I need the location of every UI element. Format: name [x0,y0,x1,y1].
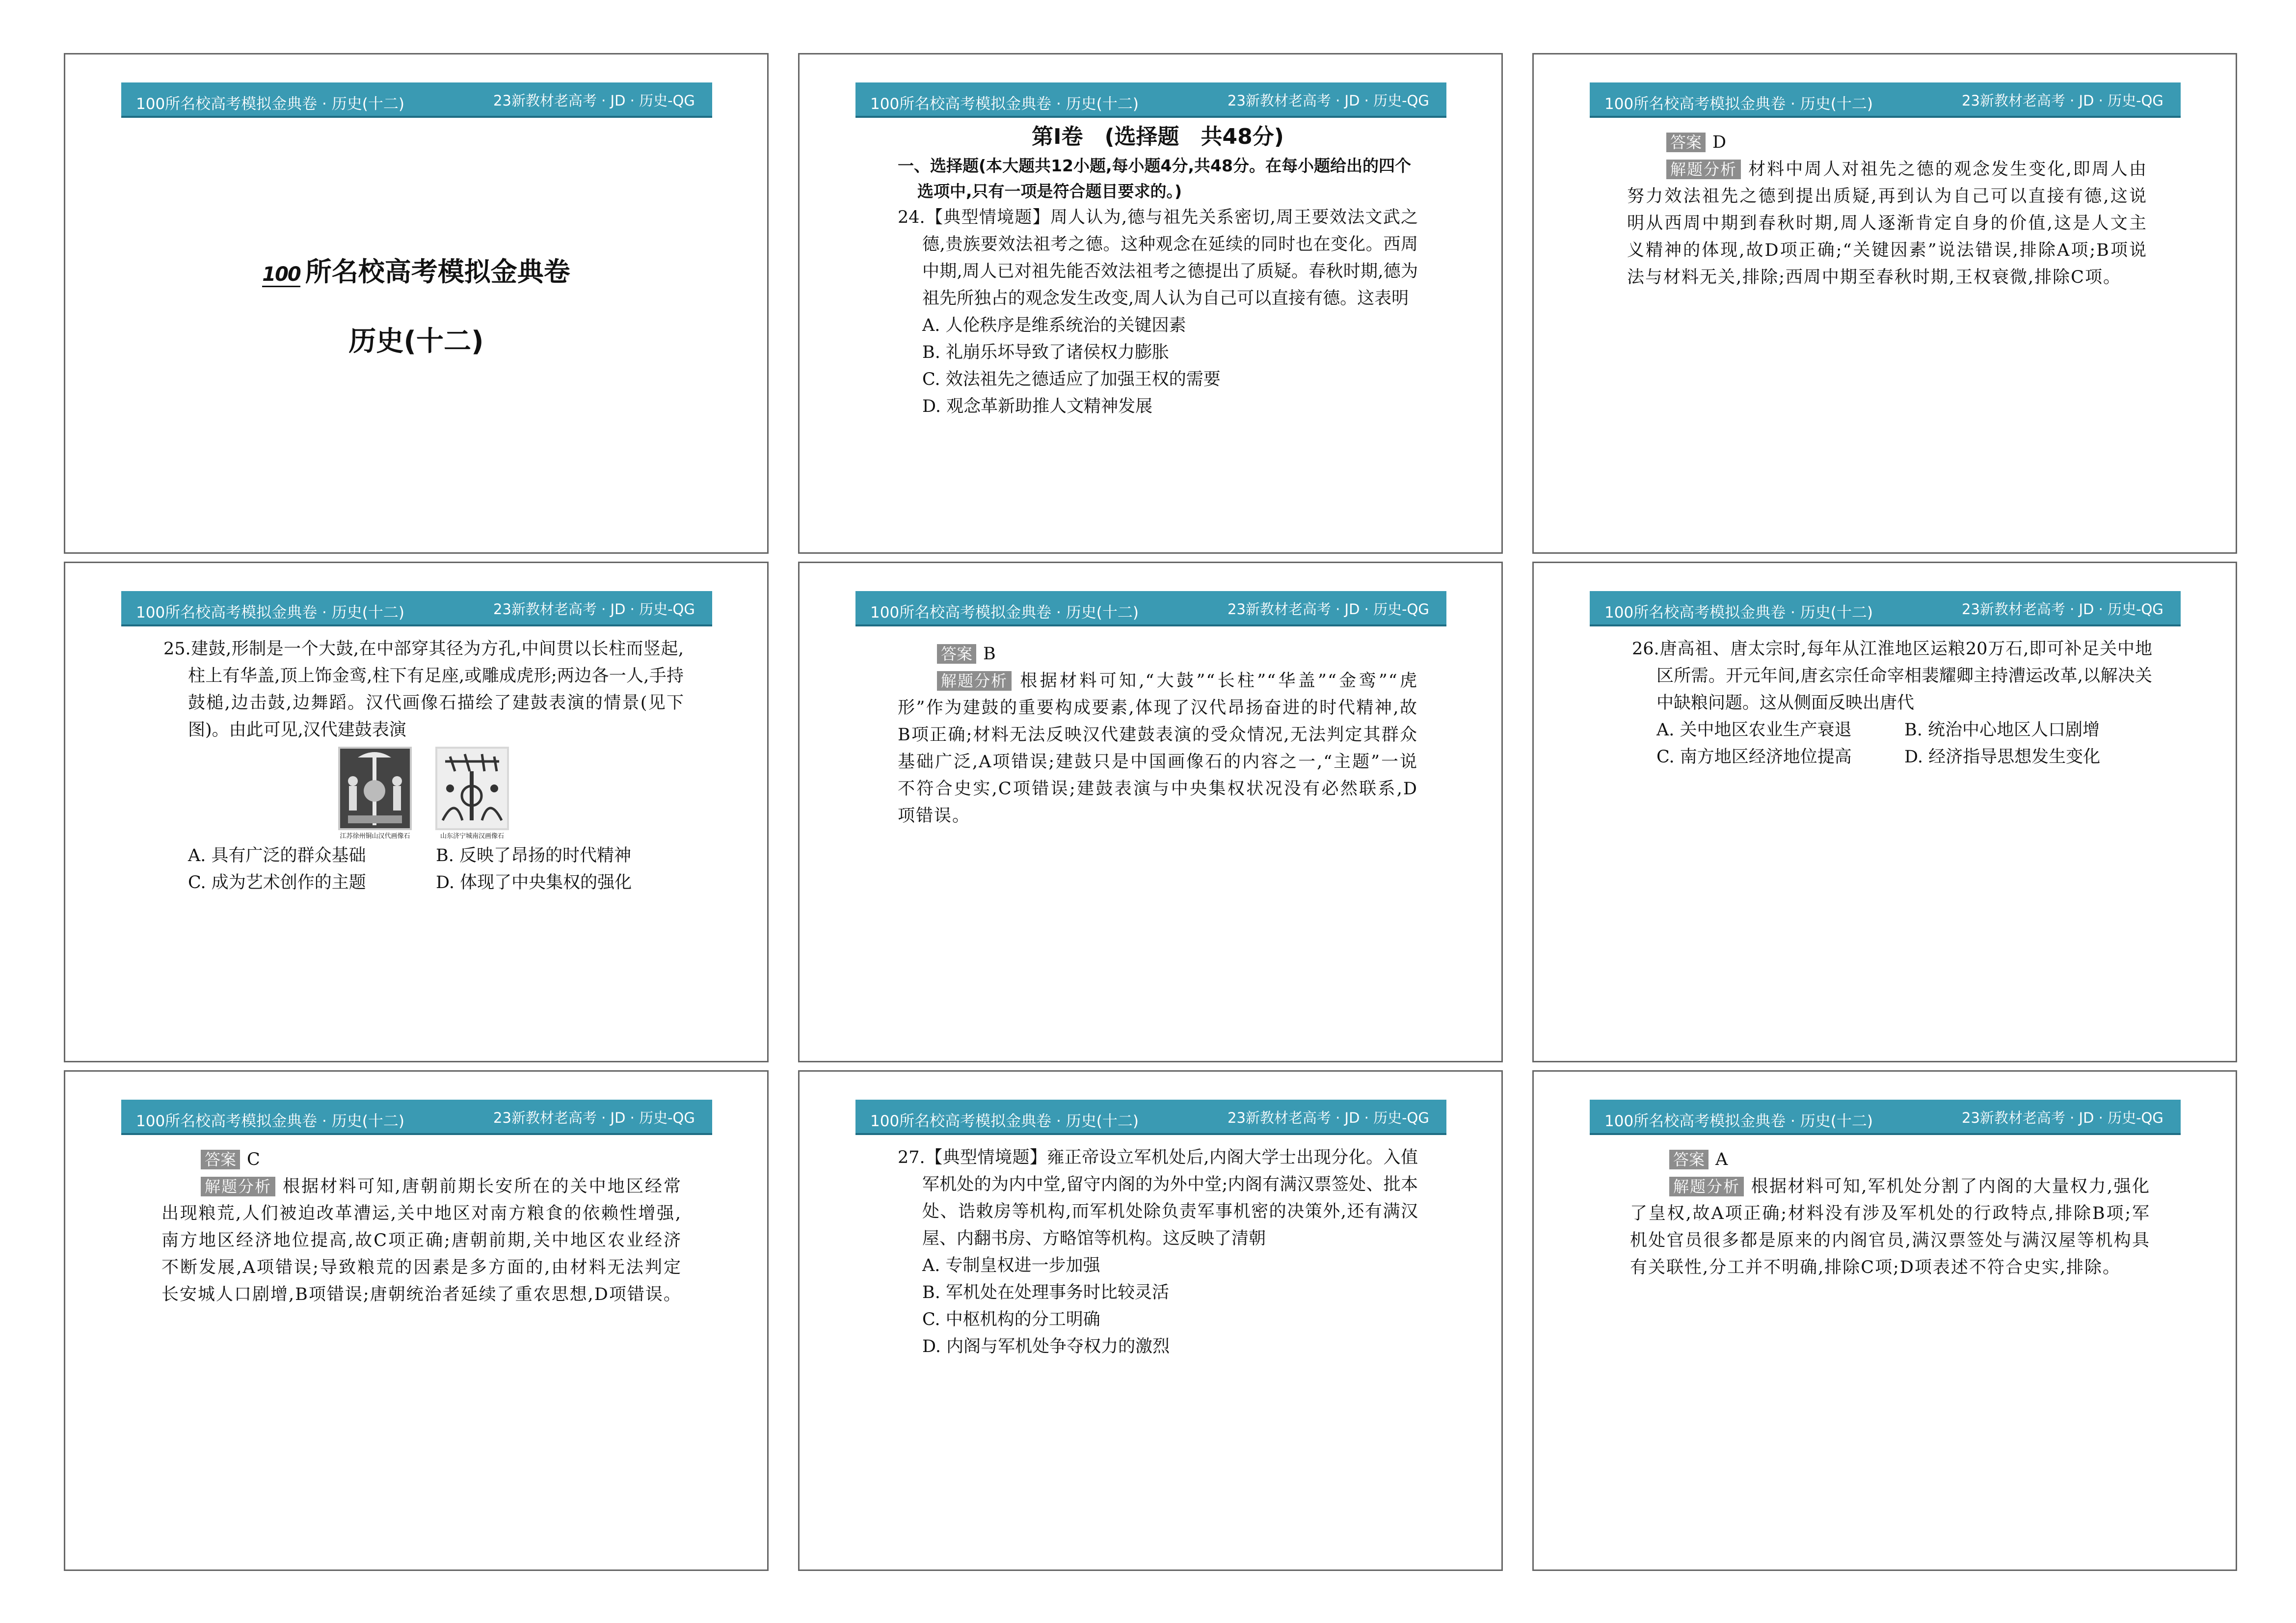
analysis-tag: 解题分析 [201,1177,275,1196]
slide-q27 [798,1070,1503,1571]
stone-relief-image-1 [338,747,412,830]
header-right: 23新教材老高考 · JD · 历史-QG [493,1109,695,1126]
header-left: 100所名校高考模拟金典卷 · 历史(十二) [870,604,1139,622]
part-title: 第Ⅰ卷 (选择题 共48分) [1032,124,1284,149]
answer-value: C [247,1150,260,1169]
analysis-text: 根据材料可知,军机处分割了内阁的大量权力,强化了皇权,故A项正确;材料没有涉及军机处的行政特点,排除B项;军机处官员很多都是原来的内阁官员,满汉票签处与满汉屋等机构具有关联性,分工并不明确,排除C项;D项表述不符合史实,排除。 [1630,1177,2150,1277]
slide-q25 [64,562,769,1062]
option-a: A. 人伦秩序是维系统治的关键因素 [922,316,1186,335]
slide-header [1590,82,2181,118]
question-block [1632,636,2152,771]
header-left: 100所名校高考模拟金典卷 · 历史(十二) [1604,604,1873,622]
question-block [898,123,1418,420]
analysis-tag: 解题分析 [1669,1177,1744,1196]
header-left: 100所名校高考模拟金典卷 · 历史(十二) [136,95,404,113]
option-c: C. 南方地区经济地位提高 [1656,747,1852,767]
cover-title: 所名校高考模拟金典卷 [305,256,570,287]
question-stem: 24.【典型情境题】周人认为,德与祖先关系密切,周王要效法文武之德,贵族要效法祖考之德。这种观念在延续的同时也在变化。西周中期,周人已对祖先能否效法祖考之德提出了质疑。春秋时期,德为祖先所独占的观念发生改变,周人认为自己可以直接有德。这表明 [898,208,1418,308]
question-block [163,636,684,896]
section-instructions: 一、选择题(本大题共12小题,每小题4分,共48分。在每小题给出的四个选项中,只有一项是符合题目要求的。) [898,156,1411,201]
header-right: 23新教材老高考 · JD · 历史-QG [1962,601,2163,618]
option-b: B. 统治中心地区人口剧增 [1904,720,2100,740]
figure-right-caption: 山东济宁城南汉画像石 [440,833,504,840]
slide-header [121,1100,712,1135]
slide-header [855,591,1446,626]
option-c: C. 中枢机构的分工明确 [922,1310,1100,1329]
header-left: 100所名校高考模拟金典卷 · 历史(十二) [136,604,404,622]
question-block [898,1144,1418,1360]
option-a: A. 专制皇权进一步加强 [922,1256,1100,1275]
header-right: 23新教材老高考 · JD · 历史-QG [493,601,695,618]
header-left: 100所名校高考模拟金典卷 · 历史(十二) [1604,95,1873,113]
slide-header [855,82,1446,118]
slide-a25 [798,562,1503,1062]
answer-block [161,1146,682,1308]
analysis-tag: 解题分析 [1666,160,1741,179]
answer-value: A [1715,1150,1728,1169]
header-left: 100所名校高考模拟金典卷 · 历史(十二) [870,95,1139,113]
figures [163,747,684,840]
slide-a24 [1532,53,2237,554]
slide-header [855,1100,1446,1135]
cover-title-line [65,251,767,289]
option-c: C. 效法祖先之德适应了加强王权的需要 [922,370,1221,389]
answer-block [898,641,1418,830]
header-left: 100所名校高考模拟金典卷 · 历史(十二) [1604,1112,1873,1130]
option-a: A. 具有广泛的群众基础 [188,846,366,866]
slide-header [121,591,712,626]
answer-block [1627,129,2147,291]
header-right: 23新教材老高考 · JD · 历史-QG [1228,92,1429,109]
answer-value: D [1712,133,1727,152]
question-stem: 25.建鼓,形制是一个大鼓,在中部穿其径为方孔,中间贯以长柱而竖起,柱上有华盖,顶上饰金鸾,柱下有足座,或雕成虎形;两边各一人,手持鼓槌,边击鼓,边舞蹈。汉代画像石描绘了建鼓表演的情景(见下图)。由此可见,汉代建鼓表演 [163,639,684,740]
question-stem: 27.【典型情境题】雍正帝设立军机处后,内阁大学士出现分化。入值军机处的为内中堂,留守内阁的为外中堂;内阁有满汉票签处、批本处、诰敕房等机构,而军机处除负责军事机密的决策外,还有满汉屋、内翻书房、方略馆等机构。这反映了清朝 [898,1148,1418,1248]
option-a: A. 关中地区农业生产衰退 [1656,720,1852,740]
option-d: D. 体现了中央集权的强化 [436,873,632,893]
answer-tag: 答案 [201,1150,240,1169]
figure-right [435,747,509,840]
option-b: B. 军机处在处理事务时比较灵活 [922,1283,1169,1302]
answer-tag: 答案 [1666,133,1706,152]
analysis-text: 根据材料可知,唐朝前期长安所在的关中地区经常出现粮荒,人们被迫改革漕运,关中地区对南方粮食的依赖性增强,南方地区经济地位提高,故C项正确;唐朝前期,关中地区农业经济不断发展,A项错误;导致粮荒的因素是多方面的,由材料无法判定长安城人口剧增,B项错误;唐朝统治者延续了重农思想,D项错误。 [161,1177,682,1304]
header-left: 100所名校高考模拟金典卷 · 历史(十二) [136,1112,404,1130]
slide-a26 [64,1070,769,1571]
logo-100: 100 [262,263,300,287]
answer-tag: 答案 [937,644,976,664]
answer-tag: 答案 [1669,1150,1709,1169]
slide-a27 [1532,1070,2237,1571]
answer-block [1630,1146,2150,1281]
answer-value: B [983,644,996,664]
header-right: 23新教材老高考 · JD · 历史-QG [1962,1109,2163,1126]
slide-header [1590,1100,2181,1135]
option-d: D. 观念革新助推人文精神发展 [922,397,1153,416]
header-right: 23新教材老高考 · JD · 历史-QG [1228,1109,1429,1126]
header-right: 23新教材老高考 · JD · 历史-QG [1962,92,2163,109]
analysis-text: 材料中周人对祖先之德的观念发生变化,即周人由努力效法祖先之德到提出质疑,再到认为自己可以直接有德,这说明从西周中期到春秋时期,周人逐渐肯定自身的价值,这是人文主义精神的体现,故D项正确;“关键因素”说法错误,排除A项;B项说法与材料无关,排除;西周中期至春秋时期,王权衰微,排除C项。 [1627,160,2147,287]
analysis-text: 根据材料可知,“大鼓”“长柱”“华盖”“金鸾”“虎形”作为建鼓的重要构成要素,体现了汉代昂扬奋进的时代精神,故B项正确;材料无法反映汉代建鼓表演的受众情况,无法判定其群众基础广泛,A项错误;建鼓只是中国画像石的内容之一,“主题”一说不符合史实,C项错误;建鼓表演与中央集权状况没有必然联系,D项错误。 [898,671,1418,826]
slide-header [1590,591,2181,626]
header-right: 23新教材老高考 · JD · 历史-QG [1228,601,1429,618]
header-right: 23新教材老高考 · JD · 历史-QG [493,92,695,109]
header-left: 100所名校高考模拟金典卷 · 历史(十二) [870,1112,1139,1130]
option-d: D. 内阁与军机处争夺权力的激烈 [922,1337,1170,1356]
option-c: C. 成为艺术创作的主题 [188,873,366,893]
stone-relief-image-2 [435,747,509,830]
slide-header [121,82,712,118]
slide-cover [64,53,769,554]
slide-q24 [798,53,1503,554]
option-b: B. 礼崩乐坏导致了诸侯权力膨胀 [922,343,1169,362]
option-b: B. 反映了昂扬的时代精神 [436,846,631,866]
figure-left [338,747,412,840]
option-d: D. 经济指导思想发生变化 [1904,747,2101,767]
figure-left-caption: 江苏徐州铜山汉代画像石 [340,833,410,840]
cover-subtitle: 历史(十二) [348,325,484,357]
analysis-tag: 解题分析 [937,671,1012,691]
question-stem: 26.唐高祖、唐太宗时,每年从江淮地区运粮20万石,即可补足关中地区所需。开元年间,唐玄宗任命宰相裴耀卿主持漕运改革,以解决关中缺粮问题。这从侧面反映出唐代 [1632,639,2152,713]
slide-q26 [1532,562,2237,1062]
